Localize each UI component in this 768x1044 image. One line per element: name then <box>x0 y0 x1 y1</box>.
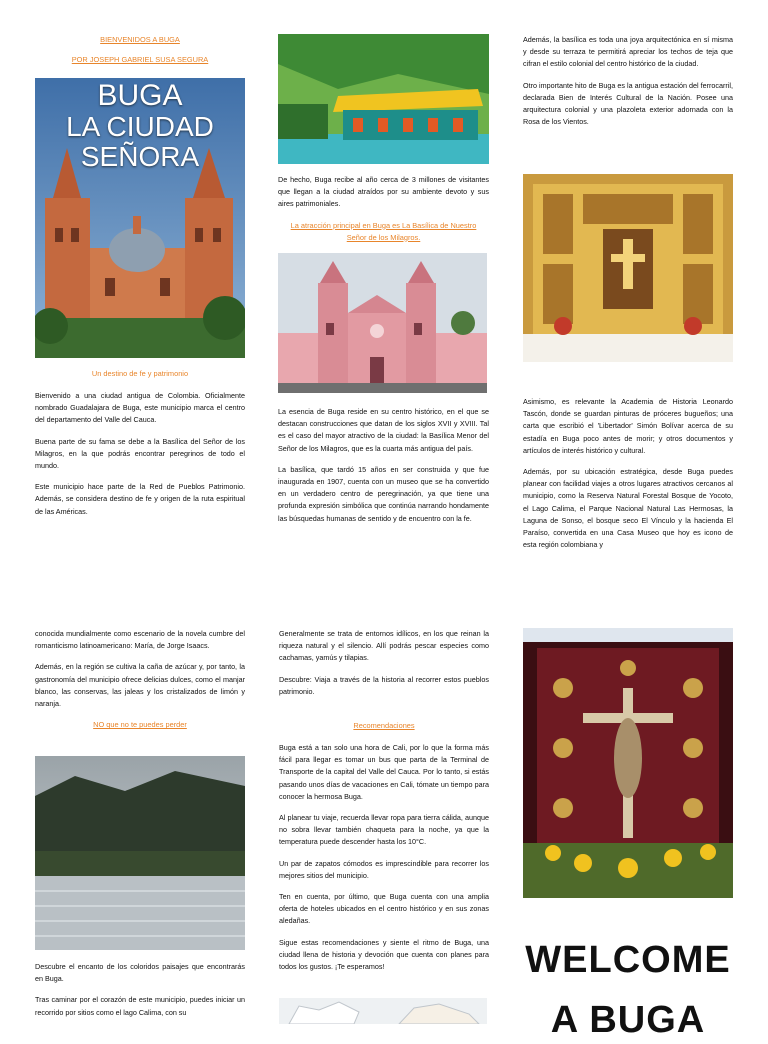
paragraph: Ten en cuenta, por último, que Buga cuenta con una amplia oferta de hoteles ubicados en el centro histórico y en sus zonas aledañas. <box>279 892 489 926</box>
paragraph: Buga está a tan solo una hora de Cali, por lo que la forma más fácil para llegar es tomar un bus que parta de la Terminal de Transporte de la capital del Valle del Cauca. Por lo tanto, si estás pasando unos días de vacaciones en Cali, tómate un tiempo para conocer la hermosa Buga. <box>279 743 489 801</box>
paragraph: Tras caminar por el corazón de este municipio, puedes iniciar un recorrido por sitios como el lago Calima, con su <box>35 995 245 1017</box>
recommendations-heading: Recomendaciones <box>353 721 415 731</box>
basilica-image <box>278 253 487 393</box>
christ-shrine-image <box>523 628 733 898</box>
paragraph: La basílica, que tardó 15 años en ser construida y que fue inaugurada en 1907, cuenta con un museo que se ha convertido en un verdadero centro de peregrinación, ya que tiene una profunda expresión simbólica que continúa narrando hondamente las búsquedas humanas de sentido y de encuentro con la fe. <box>278 464 489 523</box>
lake-house-image <box>278 34 489 164</box>
paragraph: Sigue estas recomendaciones y siente el ritmo de Buga, una ciudad llena de historia y devoción que cuenta con planes para todos los gustos. ¡Te esperamos! <box>279 937 489 972</box>
cover-line1: BUGA <box>97 79 183 112</box>
paragraph: Además, en la región se cultiva la caña de azúcar y, por tanto, la gastronomía del municipio ofrece delicias dulces, como el manjar blanco, las conservas, las jaleas y los cristalizados de limón y naranja. <box>35 662 245 709</box>
paragraph: Además, la basílica es toda una joya arquitectónica en sí misma y desde su terraza te permitirá apreciar los techos de teja que cifran el estilo colonial del centro histórico de la ciudad. <box>523 35 733 69</box>
paragraph: Asimismo, es relevante la Academia de Historia Leonardo Tascón, donde se guardan pinturas de próceres bugueños; una carta que escribió el 'Libertador' Simón Bolívar acerca de su estadía en Buga poco antes de morir; y otros documentos y artículos de interés histórico y cultural. <box>523 397 733 455</box>
page1-col3-text-b <box>523 396 733 560</box>
cover-line3: SEÑORA <box>80 141 200 172</box>
to-buga-title: A BUGA <box>550 999 706 1041</box>
page1-col2-text-b <box>278 406 489 534</box>
paragraph: Descubre: Viaja a través de la historia al recorrer estos pueblos patrimonio. <box>279 674 489 696</box>
author-heading: POR JOSEPH GABRIEL SUSA SEGURA <box>71 55 209 64</box>
cover-image <box>35 78 245 358</box>
paragraph: conocida mundialmente como escenario de la novela cumbre del romanticismo latinoamericano: María, de Jorge Isaacs. <box>35 629 245 651</box>
paragraph: Un par de zapatos cómodos es imprescindible para recorrer los mejores sitios del municipio. <box>279 858 489 880</box>
paragraph: Descubre el encanto de los coloridos paisajes que encontrarás en Buga. <box>35 962 245 984</box>
page2-col1-text-a <box>35 628 245 731</box>
welcome-title: WELCOME <box>525 939 731 981</box>
page1-col1-text <box>35 368 245 527</box>
must-see-heading: NO que no te puedes perder <box>93 720 187 730</box>
page1-col1 <box>35 34 245 66</box>
map-image <box>279 998 487 1024</box>
basilica-heading: La atracción principal en Buga es La Basílica de Nuestro Señor de los Milagros. <box>290 220 477 242</box>
lake-calima-image <box>35 756 245 950</box>
paragraph: La esencia de Buga reside en su centro histórico, en el que se destacan construcciones que datan de los siglos XVII y XVIII. Tal es el caso del mayor atractivo de la ciudad: la Basílica Menor del Señor de los Milagros, que es la cuarta más antigua del país. <box>278 407 489 453</box>
paragraph: Buena parte de su fama se debe a la Basílica del Señor de los Milagros, en la que podrás encontrar peregrinos de todo el mundo. <box>35 436 245 471</box>
page1-col3-text-a <box>523 34 733 137</box>
altar-image <box>523 174 733 362</box>
paragraph: Generalmente se trata de entornos idílicos, en los que reinan la riqueza natural y el silencio. Allí podrás pescar especies como cachamas, yamús y tilapias. <box>279 629 489 663</box>
paragraph: De hecho, Buga recibe al año cerca de 3 millones de visitantes que llegan a la ciudad atraídos por su ambiente devoto y sus aires patrimoniales. <box>278 175 489 209</box>
paragraph: Otro importante hito de Buga es la antigua estación del ferrocarril, declarada Bien de Interés Cultural de la Nación. Posee una arquitectura colonial y una plazoleta exterior adornada con la Rosa de los Vientos. <box>523 80 733 127</box>
page1-col2-text-a <box>278 174 489 244</box>
cover-title <box>35 80 245 172</box>
cover-line2: LA CIUDAD <box>66 111 214 142</box>
page2-col2-text <box>279 628 489 982</box>
paragraph: Al planear tu viaje, recuerda llevar ropa para tierra cálida, aunque no sobra llevar también chaqueta para la noche, ya que la temperatura puede descender hasta los 10°C. <box>279 813 489 847</box>
faith-heading: Un destino de fe y patrimonio <box>91 369 189 378</box>
paragraph: Bienvenido a una ciudad antigua de Colombia. Oficialmente nombrado Guadalajara de Buga, este municipio marca el centro del departamento del Valle del Cauca. <box>35 391 245 425</box>
welcome-heading: BIENVENIDOS A BUGA <box>100 35 180 44</box>
page2-col1-text-b <box>35 961 245 1028</box>
paragraph: Este municipio hace parte de la Red de Pueblos Patrimonio. Además, se considera destino de fe y origen de la ruta espiritual de las Américas. <box>35 482 245 516</box>
paragraph: Además, por su ubicación estratégica, desde Buga puedes planear con facilidad viajes a otros lugares atractivos cercanos al municipio, como la Reserva Natural Forestal Bosque de Yocoto, el Lago Calima, el Parque Nacional Natural Las Hermosas, la Laguna de Sonso, el bosque seco El Vínculo y la hacienda El Paraíso, convertida en una Casa Museo que hoy es icono de esta región colombiana y <box>523 467 733 550</box>
